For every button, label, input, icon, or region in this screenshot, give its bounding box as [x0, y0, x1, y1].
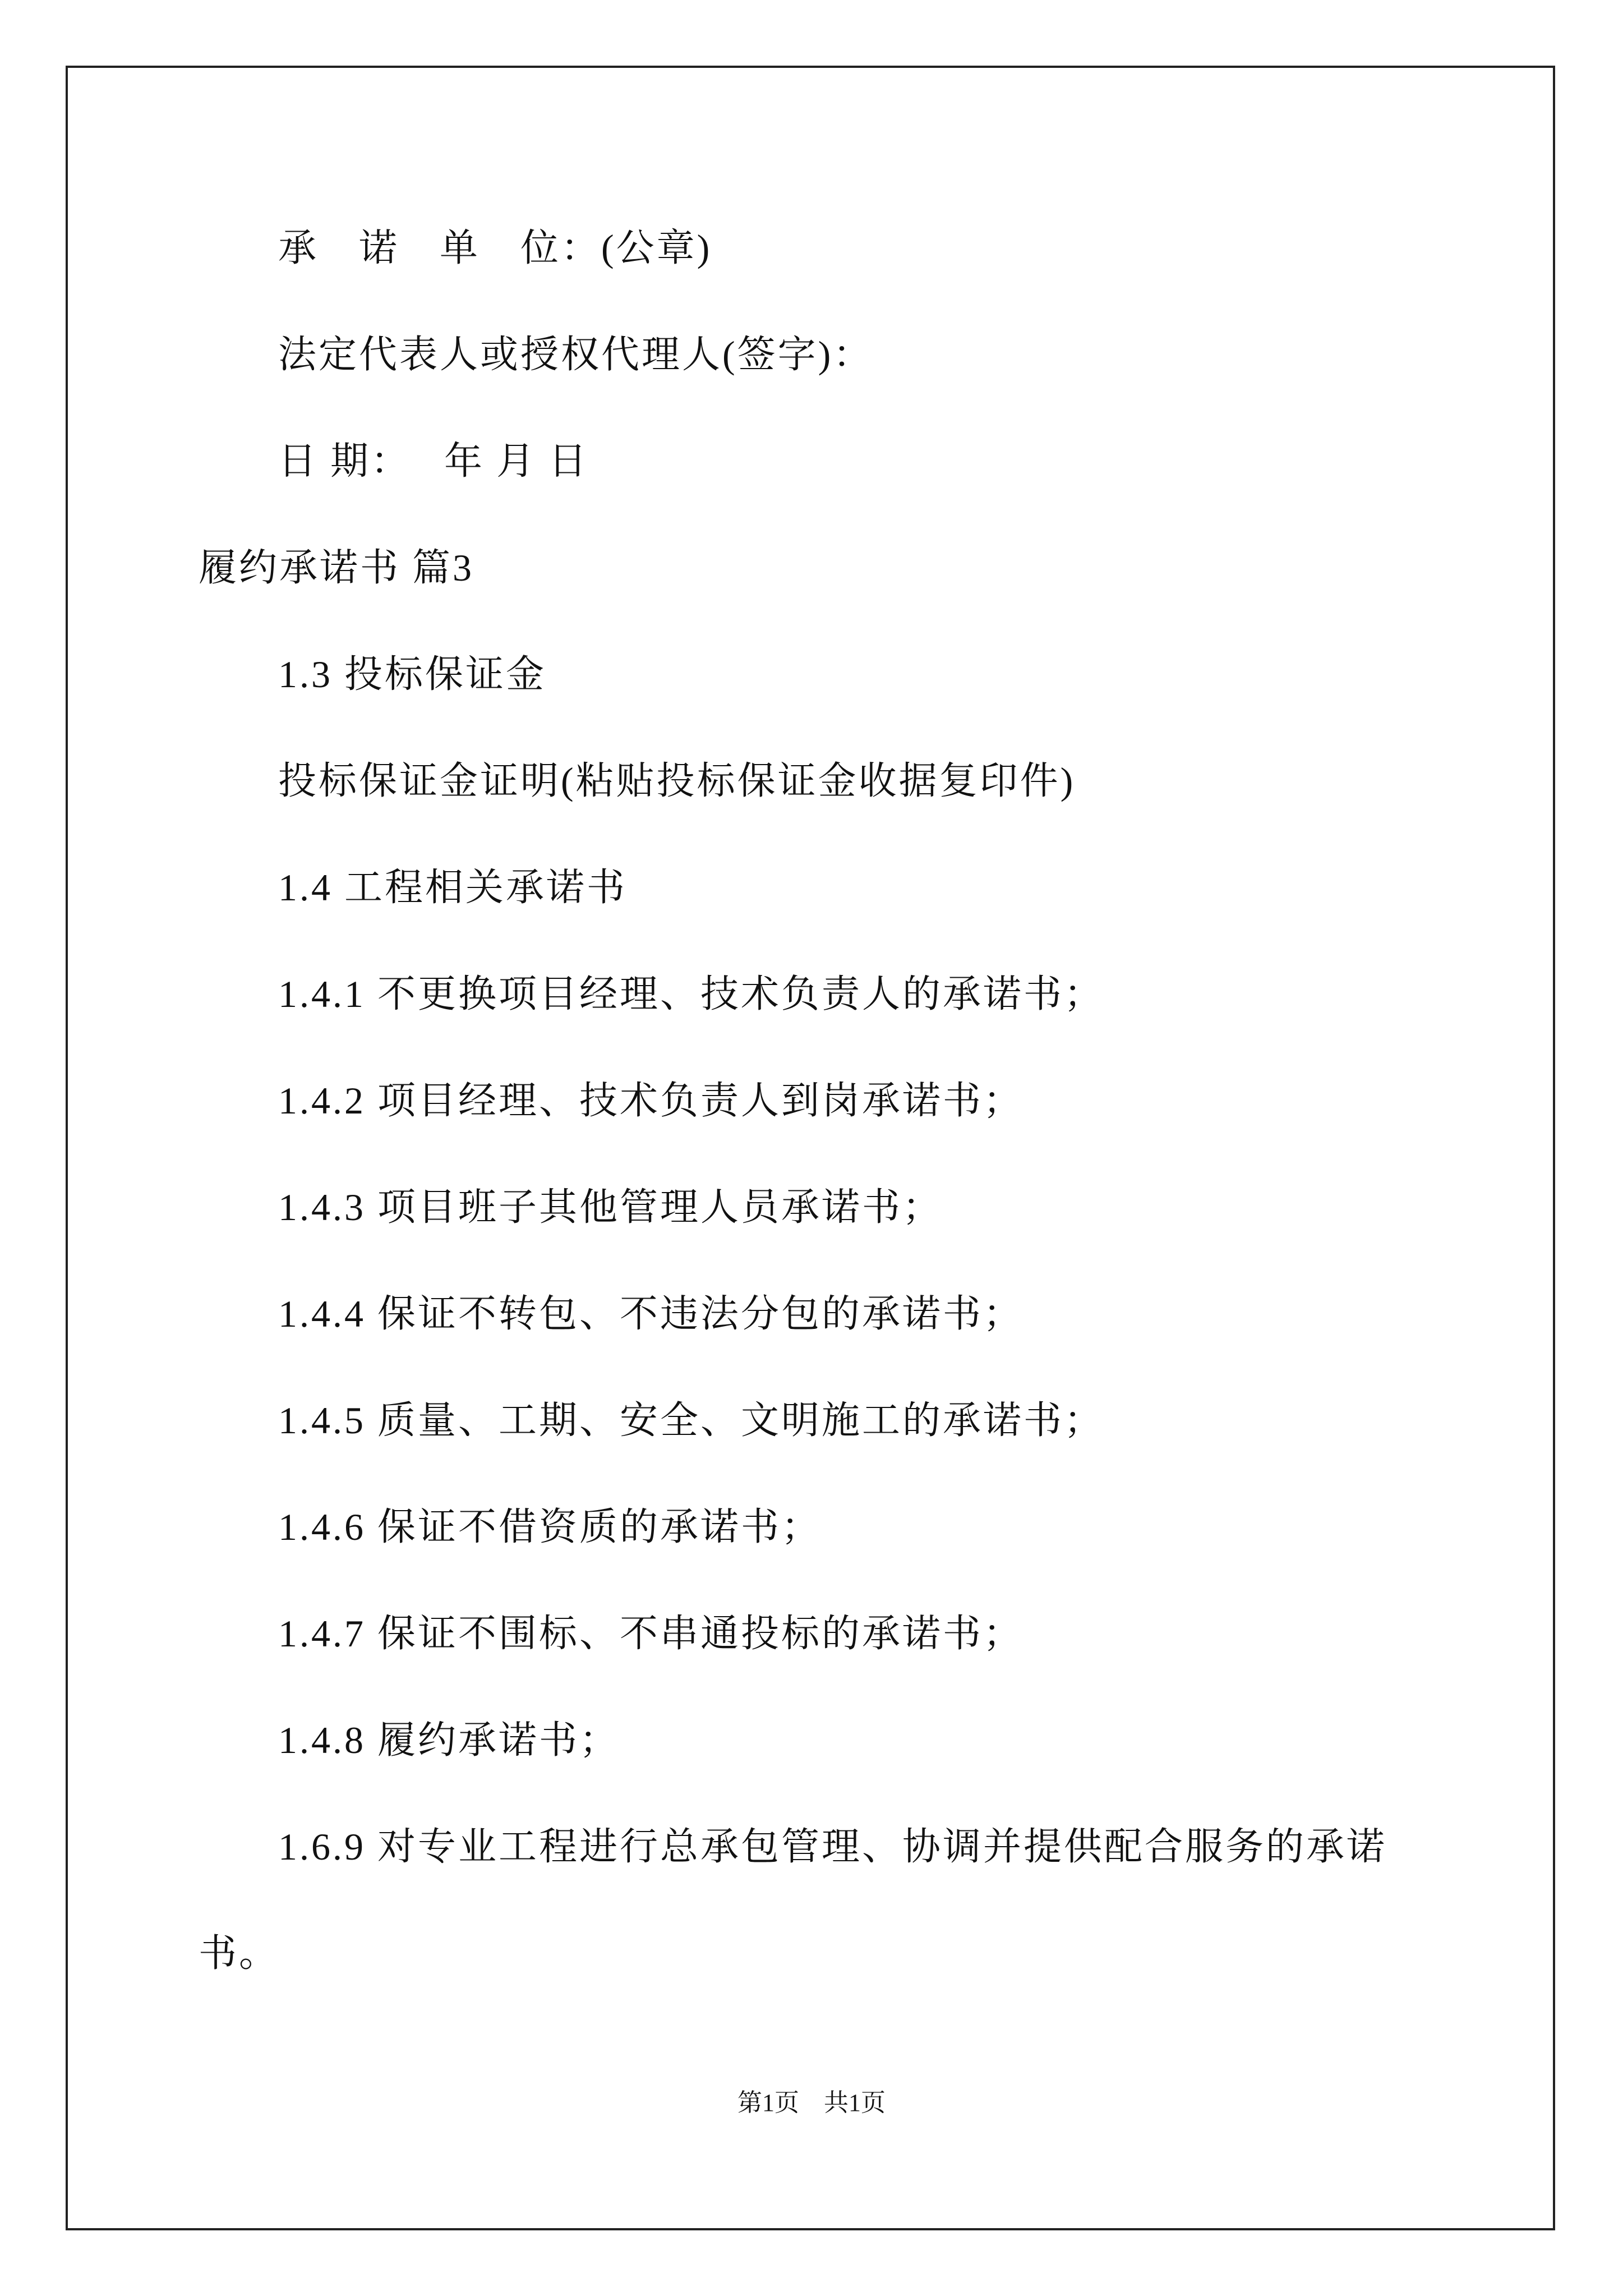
list-item: 1.4.6 保证不借资质的承诺书； [278, 1506, 822, 1548]
list-item: 1.3 投标保证金 [278, 653, 547, 696]
list-item: 1.4.2 项目经理、技术负责人到岗承诺书； [278, 1079, 1024, 1122]
section-heading: 履约承诺书 篇3 [199, 546, 474, 589]
list-item: 1.4.4 保证不转包、不违法分包的承诺书； [278, 1292, 1024, 1335]
page-number-footer: 第1页 共1页 [737, 2089, 886, 2116]
list-item: 1.4.8 履约承诺书； [278, 1719, 620, 1761]
list-item: 1.4.1 不更换项目经理、技术负责人的承诺书； [278, 973, 1105, 1015]
legal-representative-line: 法定代表人或授权代理人(签字)： [278, 333, 874, 376]
list-item: 1.4 工程相关承诺书 [278, 866, 628, 909]
date-line: 日 期： 年 月 日 [278, 440, 589, 482]
page-border [66, 66, 1555, 2230]
list-item: 1.4.7 保证不围标、不串通投标的承诺书； [278, 1612, 1024, 1655]
list-item: 投标保证金证明(粘贴投标保证金收据复印件) [278, 760, 1076, 802]
commitment-unit-line: 承 诺 单 位：(公章) [278, 227, 712, 269]
list-item: 1.6.9 对专业工程进行总承包管理、协调并提供配合服务的承诺 [278, 1825, 1387, 1868]
list-item: 1.4.3 项目班子其他管理人员承诺书； [278, 1186, 943, 1228]
list-item: 1.4.5 质量、工期、安全、文明施工的承诺书； [278, 1399, 1105, 1442]
list-item-continuation: 书。 [199, 1932, 280, 1975]
